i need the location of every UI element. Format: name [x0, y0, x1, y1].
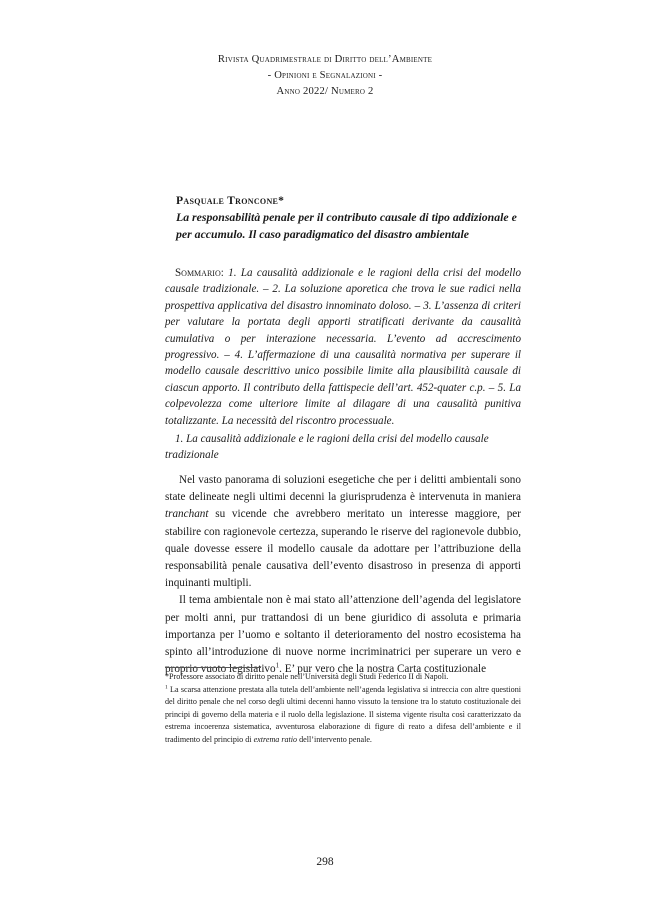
- footnote-text: La scarsa attenzione prestata alla tutela dell’ambiente nell’agenda legislativa si intreccia con altre questioni del diritto penale che nel corso degli ultimi decenni hanno vissuto la tensione tra lo statuto costituzionale dei principi di governo della materia e il ruolo della legislazione. Il sistema vigente risulta così caratterizzato da estrema incoerenza sistematica, avventurosa elaborazione di figure di reato a difesa dell’ambiente e il tradimento del principio di: [165, 684, 521, 744]
- footnote-separator: [165, 667, 261, 668]
- body-text: su vicende che avrebbero meritato un interesse maggiore, per stabilire con ragionevole certezza, superando le riserve del ragionevole dubbio, quale dovesse essere il modello causale da adottare per l’attribuzione della responsabilità penale causativa dell’evento disastroso in presenza di apporti inquinanti multipli.: [165, 508, 521, 590]
- page-number: 298: [316, 856, 334, 868]
- summary-item-3: 3. L’assenza di criteri per valutare la portata degli apporti stratificati derivante da causalità cumulativa o per interazione necessaria. L’evento ad accrescimento progressivo.: [165, 299, 522, 362]
- body-paragraph: [165, 472, 521, 592]
- body-text: Il tema ambientale non è mai stato all’attenzione dell’agenda del legislatore per molti anni, pur trattandosi di un bene giuridico di assoluta e primaria importanza per l’uomo e soltanto il deterioramento del nostro ecosistema ha spinto all’introduzione di nuove norme incriminatrici per superare un vero e proprio vuoto legislativo: [165, 594, 521, 676]
- article-title: La responsabilità penale per il contributo causale di tipo addizionale e per accumulo. Il caso paradigmatico del disastro ambientale: [176, 210, 517, 241]
- body-text: Nel vasto panorama di soluzioni esegetiche che per i delitti ambientali sono state delineate negli ultimi decenni la giurisprudenza è intervenuta in maniera: [165, 474, 521, 504]
- footnotes: [165, 671, 521, 746]
- article-body: [165, 472, 521, 678]
- body-paragraph: [165, 592, 521, 678]
- section-heading-text: 1. La causalità addizionale e le ragioni della crisi del modello causale tradizionale: [165, 433, 489, 462]
- article-summary: Sommario: 1. La causalità addizionale e le ragioni della crisi del modello causale tradizionale. – 2. La soluzione aporetica che trova le sue radici nella prospettiva applicativa del disastro innominato doloso. – 3. L’assenza di criteri per valutare la portata degli apporti stratificati derivante da causalità cumulativa o per interazione necessaria. L’evento ad accrescimento progressivo. – 4. L’affermazione di una causalità normativa per superare il modello causale descrittivo unico possibile limite alla plausibilità causale di ciascun apporto. Il contributo della fattispecie dell’art. 452-quater c.p. – 5. La colpevolezza come ulteriore limite al dilagare di una causalità punitiva totalizzante. La necessità del riscontro processuale.: [165, 267, 522, 427]
- body-text: . E’ pur vero che la nostra Carta costituzionale: [279, 663, 487, 676]
- summary-item-1: 1. La causalità addizionale e le ragioni della crisi del modello causale tradizionale.: [165, 267, 521, 296]
- footnote-1: [165, 684, 521, 747]
- footnote-author: *Professore associato di diritto penale nell’Università degli Studi Federico II di Napoli.: [165, 672, 449, 681]
- summary-item-5: 5. La colpevolezza come ulteriore limite al dilagare di una causalità punitiva totalizzante. La necessità del riscontro processuale.: [165, 381, 522, 427]
- journal-section: - Opinioni e Segnalazioni -: [267, 70, 383, 81]
- footnote-number: 1: [165, 683, 168, 690]
- summary-label: Sommario:: [175, 267, 224, 279]
- footnote-reference[interactable]: 1: [275, 661, 280, 670]
- journal-issue: Anno 2022/ Numero 2: [276, 86, 374, 97]
- body-emphasis: tranchant: [165, 508, 209, 521]
- summary-item-2: 2. La soluzione aporetica che trova le sue radici nella prospettiva applicativa del disastro innominato doloso.: [165, 283, 522, 312]
- journal-header: [0, 52, 650, 100]
- summary-item-4: 4. L’affermazione di una causalità normativa per superare il modello causale descrittivo unico possibile limite alla plausibilità causale di ciascun apporto. Il contributo della fattispecie dell’art. 452-quater c.p.: [165, 349, 522, 394]
- footnote-text: dell’intervento penale.: [297, 734, 372, 744]
- footnote-emphasis: extrema ratio: [253, 734, 298, 744]
- article-author: Pasquale Troncone*: [176, 194, 285, 207]
- section-heading: [165, 431, 521, 464]
- journal-title: Rivista Quadrimestrale di Diritto dell’Ambiente: [217, 54, 433, 65]
